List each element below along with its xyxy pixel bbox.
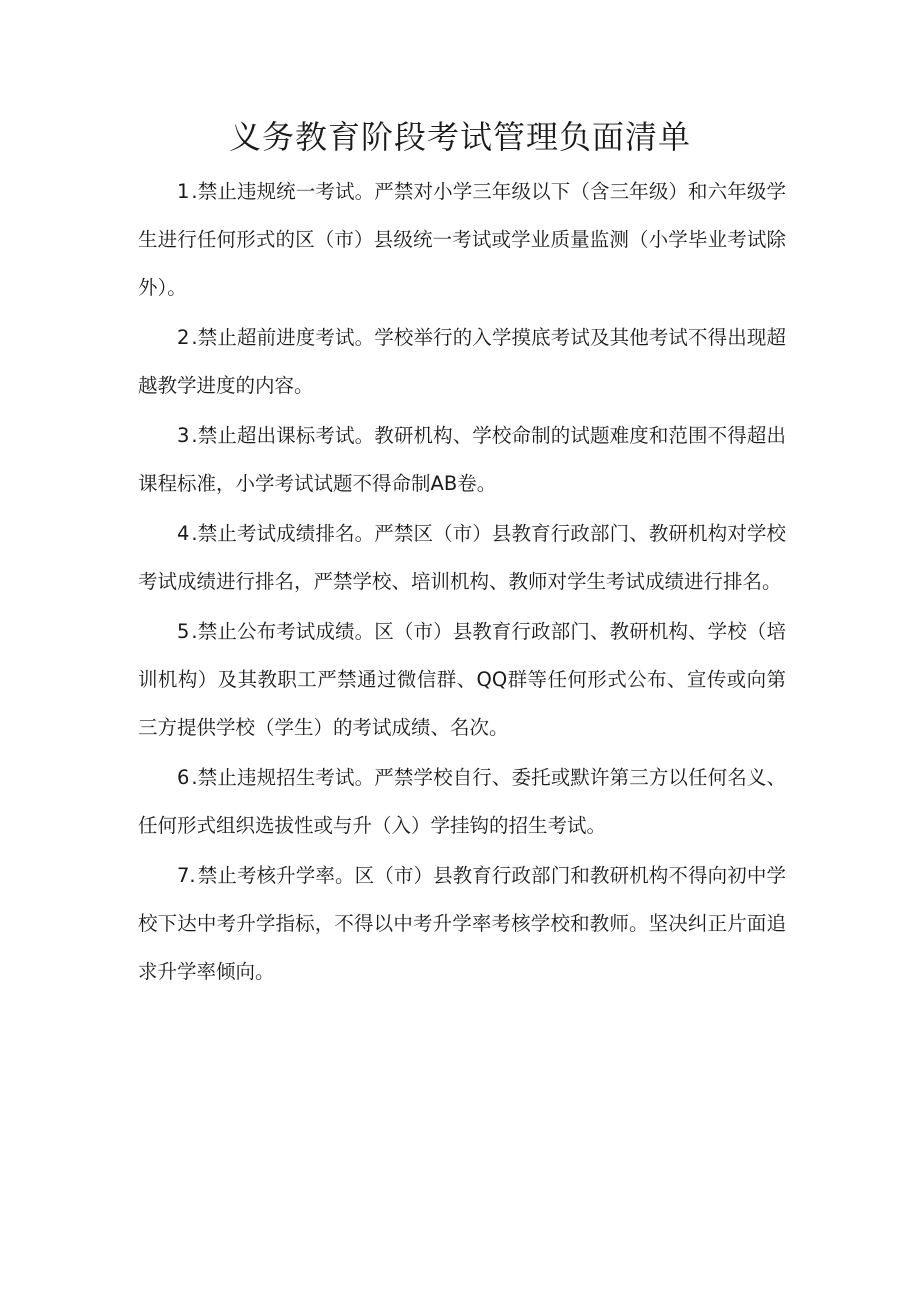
item-text: .禁止违规统一考试。严禁对小学三年级以下（含三年级）和六年级学生进行任何形式的区（市）县级统一考试或学业质量监测（小学毕业考试除外）。 [138, 180, 786, 299]
item-number: 1 [177, 180, 190, 203]
item-number: 5 [177, 620, 190, 643]
list-item [138, 852, 786, 996]
document-body [138, 168, 786, 998]
item-text: .禁止违规招生考试。严禁学校自行、委托或默许第三方以任何名义、任何形式组织选拔性或与升（入）学挂钩的招生考试。 [138, 766, 786, 837]
list-item [138, 754, 786, 850]
item-text: .禁止考试成绩排名。严禁区（市）县教育行政部门、教研机构对学校考试成绩进行排名，严禁学校、培训机构、教师对学生考试成绩进行排名。 [138, 522, 786, 593]
item-text: .禁止超前进度考试。学校举行的入学摸底考试及其他考试不得出现超越教学进度的内容。 [138, 326, 786, 397]
item-number: 7. [177, 864, 196, 887]
list-item [138, 168, 786, 312]
list-item [138, 412, 786, 508]
item-text: 禁止考核升学率。区（市）县教育行政部门和教研机构不得向初中学校下达中考升学指标，不得以中考升学率考核学校和教师。坚决纠正片面追求升学率倾向。 [138, 864, 786, 983]
item-number: 2 [177, 326, 190, 349]
list-item [138, 608, 786, 752]
item-text: .禁止公布考试成绩。区（市）县教育行政部门、教研机构、学校（培训机构）及其教职工严禁通过微信群、QQ群等任何形式公布、宣传或向第三方提供学校（学生）的考试成绩、名次。 [138, 620, 786, 739]
item-number: 4 [177, 522, 190, 545]
item-number: 6 [177, 766, 190, 789]
document-title: 义务教育阶段考试管理负面清单 [228, 118, 691, 156]
list-item [138, 314, 786, 410]
list-item [138, 510, 786, 606]
item-text: .禁止超出课标考试。教研机构、学校命制的试题难度和范围不得超出课程标准，小学考试试题不得命制AB卷。 [138, 424, 786, 495]
item-number: 3 [177, 424, 190, 447]
